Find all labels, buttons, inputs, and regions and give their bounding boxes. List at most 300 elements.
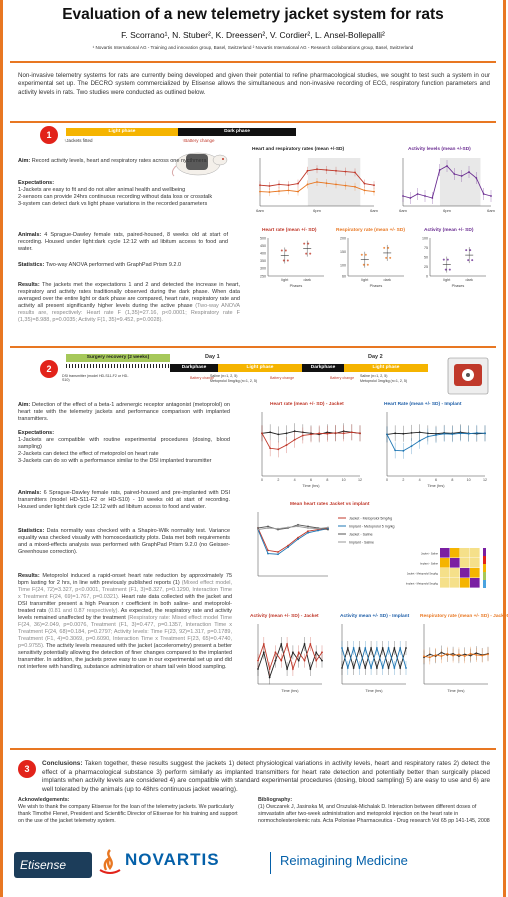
data-point xyxy=(305,253,307,255)
hr-series-point xyxy=(326,169,328,171)
heatmap-cell xyxy=(460,568,470,578)
series-1-point xyxy=(382,667,384,669)
section-1-animals: Animals: 4 Sprague-Dawley female rats, paired-housed, 8 weeks old at start of recording. Housed under light:dark cycle 12:12 with ad libitum access to food and water. xyxy=(18,232,228,252)
timeline-axis xyxy=(66,364,170,368)
day-2-label: Day 2 xyxy=(368,354,383,360)
darkphase-bar-1: Darkphase xyxy=(170,364,218,372)
activity-series-point xyxy=(468,171,470,173)
series-0-point xyxy=(257,668,259,670)
series-1-point xyxy=(317,530,319,532)
series-0-point xyxy=(394,432,396,434)
arrow-up-icon: ↑ xyxy=(182,138,185,143)
series-1-point xyxy=(321,651,323,653)
series-3-point xyxy=(267,527,269,529)
x-axis-label: Phases xyxy=(369,284,383,288)
y-tick-label: 300 xyxy=(260,266,266,271)
series-0-point xyxy=(341,667,343,669)
data-point xyxy=(465,249,467,251)
series-1-point xyxy=(280,660,282,662)
series-1 xyxy=(342,648,406,668)
section-2-results: Results: Metoprolol induced a rapid-onset heart rate reduction by approximately 75 bpm lasting for 2 hrs, in line with previously published reports (1) (Mixed effect model, Time F(24, 72)=3.327, p<0.0001, Treatment (F1, 3)=8.327, p=0.1290, Interaction Time x Treatment F(24, 69)=1.767, p=0.0321). Heart rate data collected with the jacket and DSI transmitter present a high Pearson r coefficient in both saline- and metoprolol-treated rats (0.81 and 0.87 respectively). As expected, the respiratory rate and activity levels remained unaffected by the treatment (Respiratory rate: Mixed effect model Time F(24, 36)=2.049, p=0.0076, Treatment (F1, 3)=0.477, p=0.1357, Interaction Time x Treatment F(24, 68)=0.184, p=0.2797; Activity levels: Time F(23, 92)=1.317, p=0.1789, Treatment (F1, 4)=0.3069, p=0.6090, Interaction Time x Treatment F(23, 65)=0.4740, p=0.9755). The activity levels measured with the jacket (accelerometry) present a better sensitivity potentially allowing the detection of finer changes compared to the implanted transmitter. In addition, the jackets prove easy to use in our experimental set up and did not interfere with handling, substance administration or sham tail vein blood sampling. xyxy=(18,573,233,670)
hr-series-point xyxy=(316,168,318,170)
series-1-point xyxy=(353,647,355,649)
dark-phase-bar: Dark phase xyxy=(178,128,296,136)
chart-title-activity-jacket: Activity (mean +/- SD) - Jacket xyxy=(250,614,319,619)
rr-series-point xyxy=(288,190,290,192)
logo-separator xyxy=(270,852,271,874)
series-0-point xyxy=(277,434,279,436)
x-tick-label: 12 xyxy=(358,478,362,482)
battery-change-1: Battery change xyxy=(190,376,215,380)
series-1-point xyxy=(286,643,288,645)
chart-title-hr-rr: Heart and respiratory rates (mean +/-SD) xyxy=(252,147,345,152)
series-1 xyxy=(258,644,322,669)
series-0-point xyxy=(382,647,384,649)
series-1-point xyxy=(307,532,309,534)
series-0-point xyxy=(263,651,265,653)
heatmap-cell xyxy=(440,548,450,558)
lightphase-bar-2: Light phase xyxy=(344,364,428,372)
series-1-point xyxy=(364,647,366,649)
battery-change-label: ↑Battery change xyxy=(182,138,215,143)
heatmap-cell xyxy=(470,578,480,588)
series-1-point xyxy=(302,435,304,437)
series-1-point xyxy=(310,434,312,436)
data-point xyxy=(443,259,445,261)
arrow-up-icon: ↑ xyxy=(64,138,67,143)
hr-series-point xyxy=(278,184,280,186)
divider-3 xyxy=(10,748,496,750)
series-0-point xyxy=(297,537,299,539)
hr-series-point xyxy=(297,183,299,185)
series-3-point xyxy=(297,526,299,528)
heatmap-cell xyxy=(450,568,460,578)
series-3-point xyxy=(287,526,289,528)
x-axis-label: Time (hrs) xyxy=(427,484,445,488)
novartis-tagline: Reimagining Medicine xyxy=(280,853,408,868)
activity-series-point xyxy=(475,177,477,179)
chart-title-hr-phase: Heart rate (mean +/- SD) xyxy=(262,228,317,233)
chart-hr-phase xyxy=(252,234,330,292)
series-0-point xyxy=(315,651,317,653)
data-point xyxy=(449,269,451,271)
jackets-fitted-label: ↑Jackets fitted xyxy=(64,138,93,143)
novartis-logo: NOVARTIS xyxy=(125,850,220,869)
section-2-animals: Animals: 6 Sprague-Dawley female rats, paired-housed and pre-implanted with DSI transmitters (model HD-S11-F2 or HD-S10) - 10 weeks old at start of recording. Housed under light:dark cycle 12:12 with ad libitum access to food and water. xyxy=(18,490,230,510)
color-scale xyxy=(483,556,486,564)
rr-series-point xyxy=(269,191,271,193)
heatmap-cell xyxy=(470,558,480,568)
x-tick-label: 6am xyxy=(370,208,378,213)
x-tick-label: dark xyxy=(303,278,311,282)
series-0-point xyxy=(269,431,271,433)
x-tick-label: 0 xyxy=(386,478,388,482)
series-1-point xyxy=(484,432,486,434)
chart-rr-phase xyxy=(332,234,410,292)
lightphase-bar-1: Light phase xyxy=(218,364,302,372)
data-point xyxy=(447,259,449,261)
heatmap-cell xyxy=(460,558,470,568)
rr-series-point xyxy=(307,184,309,186)
series-1-point xyxy=(452,655,454,657)
series-0-point xyxy=(359,647,361,649)
x-tick-label: 6 xyxy=(435,478,437,482)
activity-series-point xyxy=(490,195,492,197)
day-1-label: Day 1 xyxy=(205,354,220,360)
conclusions: Conclusions: Taken together, these results suggest the jackets 1) detect physiological variations in activity levels, heart and respiratory rates 2) detect the effect of a pharmacological substance 3) perform similarly as implanted transmitters for heart rate detection and potentially better than surgically placed implants when activity levels are considered 4) are compatible with standard experimental procedures (dosing, blood sampling) 5) are easy to use and 6) are well tolerated by the animals (up to 48hrs continuous jacket wearing). xyxy=(42,760,490,793)
series-1-point xyxy=(335,432,337,434)
data-point xyxy=(285,249,287,251)
data-point xyxy=(309,253,311,255)
rr-series-point xyxy=(259,191,261,193)
activity-series-point xyxy=(453,173,455,175)
heatmap-row-label: Jacket - Saline xyxy=(420,552,438,556)
chart-title-activity: Activity levels (mean +/-SD) xyxy=(408,147,471,152)
series-1-point xyxy=(393,667,395,669)
data-point xyxy=(307,243,309,245)
series-1-point xyxy=(269,447,271,449)
x-tick-label: dark xyxy=(383,278,391,282)
series-0-point xyxy=(309,668,311,670)
series-1 xyxy=(424,654,488,658)
series-1-point xyxy=(277,553,279,555)
series-1-point xyxy=(267,553,269,555)
hr-series-point xyxy=(269,185,271,187)
x-tick-label: 2 xyxy=(277,478,280,482)
light-phase-bar: Light phase xyxy=(66,128,178,136)
y-tick-label: 200 xyxy=(340,236,346,241)
series-1-point xyxy=(318,432,320,434)
activity-series-point xyxy=(402,195,404,197)
data-point xyxy=(471,259,473,261)
divider-top xyxy=(10,61,496,63)
heatmap-cell xyxy=(450,548,460,558)
x-tick-label: light xyxy=(443,278,451,282)
hr-series-point xyxy=(354,172,356,174)
series-0-point xyxy=(280,643,282,645)
series-1-point xyxy=(468,433,470,435)
introduction: Non-invasive telemetry systems for rats are currently being developed and given their potential to refine pharmacological studies, we sought to test such a system in our experimental set up. The DECRO system commercialized by Etisense allows the simultaneous and non-invasive recording of ECG, respiratory function parameters and activity levels in rats. Two studies were conducted as outlined below. xyxy=(18,72,490,96)
rr-series-point xyxy=(326,182,328,184)
section-1-statistics: Statistics: Two-way ANOVA performed with GraphPad Prism 9.2.0 xyxy=(18,262,182,268)
y-tick-label: 250 xyxy=(260,274,266,279)
section-2-aim: Aim: Detection of the effect of a beta-1 adrenergic receptor antagonist (metoprolol) on heart rate with the telemetry jackets and performance comparison with implanted transmitters. xyxy=(18,402,230,422)
chart-title-hr-implant: Heart Rate (mean +/- SD) - Implant xyxy=(384,402,462,407)
darkphase-bar-2: Darkphase xyxy=(302,364,344,372)
series-1-point xyxy=(435,434,437,436)
series-0-point xyxy=(405,647,407,649)
series-1-point xyxy=(343,432,345,434)
data-point xyxy=(385,257,387,259)
rr-series-point xyxy=(335,184,337,186)
y-tick-label: 50 xyxy=(424,255,428,260)
data-point xyxy=(361,254,363,256)
saline-label-2: Saline (n=1, 2, 5) xyxy=(360,374,388,378)
heatmap-cell xyxy=(460,548,470,558)
data-point xyxy=(281,249,283,251)
heatmap-cell xyxy=(440,558,450,568)
series-0-point xyxy=(347,647,349,649)
chart-title-jacket-vs-implant: Mean heart rates Jacket vs implant xyxy=(290,502,370,507)
series-2-point xyxy=(257,527,259,529)
section-1-results: Results: The jackets met the expectations 1 and 2 and detected the increase in heart, respiratory and activity rates traditionally observed during the dark phase. When data averaged over the entire light or dark phase are compared, heart rate, respiratory rate and activity all present significantly higher levels during the active phase (Two-way ANOVA results are, respectively: Heart rate F (1,35)=27.16, p<0.0001; Respiratory rate F (1,35)=8.988, p=0.0035; Activity F(1, 35)=9.452, p=0.0028). xyxy=(18,282,240,323)
y-tick-label: 450 xyxy=(260,243,266,248)
rr-series-point xyxy=(345,185,347,187)
y-tick-label: 60 xyxy=(342,274,346,279)
x-tick-label: 6am xyxy=(487,208,495,213)
x-axis-label: Time (hrs) xyxy=(281,689,299,693)
series-1-point xyxy=(359,432,361,434)
hr-series-point xyxy=(335,170,337,172)
series-1-point xyxy=(351,431,353,433)
series-1-point xyxy=(257,660,259,662)
data-point xyxy=(283,259,285,261)
x-tick-label: 6am xyxy=(256,208,264,213)
chart-rr-jacket xyxy=(414,620,494,698)
x-tick-label: dark xyxy=(465,278,473,282)
series-1-point xyxy=(476,432,478,434)
activity-series-point xyxy=(424,195,426,197)
series-1-point xyxy=(388,647,390,649)
activity-series-point xyxy=(409,197,411,199)
battery-change-3: Battery change xyxy=(330,376,355,380)
rr-series-point xyxy=(354,186,356,188)
series-1-point xyxy=(443,433,445,435)
rr-series-point xyxy=(278,190,280,192)
heatmap-cell xyxy=(470,568,480,578)
series-3-point xyxy=(327,526,329,528)
data-point xyxy=(363,264,365,266)
activity-series-point xyxy=(417,193,419,195)
rr-series-point xyxy=(316,181,318,183)
poster-title: Evaluation of a new telemetry jacket system for rats xyxy=(62,6,444,23)
chart-activity-implant xyxy=(332,620,412,698)
series-2-point xyxy=(297,524,299,526)
color-scale xyxy=(483,580,486,588)
x-tick-label: 12 xyxy=(483,478,487,482)
series-1-point xyxy=(359,667,361,669)
series-1-point xyxy=(487,653,489,655)
y-tick-label: 350 xyxy=(260,259,266,264)
chart-title-activity-phase: Activity (mean +/- SD) xyxy=(424,228,474,233)
x-tick-label: 4 xyxy=(418,478,421,482)
x-tick-label: 6pm xyxy=(443,208,451,213)
chart-heart-respiratory xyxy=(250,154,382,216)
series-1-point xyxy=(475,654,477,656)
series-0-point xyxy=(353,667,355,669)
x-axis-label: Phases xyxy=(451,284,465,288)
series-0-point xyxy=(298,660,300,662)
dsi-transmitter-label: DSI transmitter (model HD-S11-F2 or HD-S10) xyxy=(62,374,129,382)
dark-phase-shading xyxy=(440,158,480,206)
series-1-point xyxy=(341,647,343,649)
series-3-point xyxy=(277,528,279,530)
series-3-point xyxy=(317,528,319,530)
series-0-point xyxy=(376,667,378,669)
series-1-point xyxy=(427,436,429,438)
series-1-point xyxy=(297,538,299,540)
x-tick-label: light xyxy=(281,278,289,282)
legend-entry: Implant - Metoprolol 5 mg/kg xyxy=(349,524,395,529)
rat-cage-image xyxy=(440,356,496,396)
x-tick-label: 10 xyxy=(466,478,471,482)
series-1-point xyxy=(423,655,425,657)
heatmap-cell xyxy=(440,568,450,578)
x-tick-label: 0 xyxy=(261,478,263,482)
data-point xyxy=(303,243,305,245)
x-axis-label: Time (hrs) xyxy=(365,689,383,693)
hr-series-point xyxy=(345,171,347,173)
y-tick-label: 100 xyxy=(422,236,428,241)
x-tick-label: 6 xyxy=(310,478,312,482)
novartis-flame-icon xyxy=(98,848,122,874)
series-0-point xyxy=(399,667,401,669)
data-point xyxy=(469,249,471,251)
heatmap-cell xyxy=(470,548,480,558)
heatmap-cell xyxy=(450,578,460,588)
series-1-point xyxy=(292,668,294,670)
bibliography: Bibliography: (1) Owczarek J, Jasinska M, and Orszulak-Michalak D. Interaction between different doses of simvastatin after two-week administration and metoprolol injection on the heart rate in normocholesterolemic rats. Acta Poloniae Pharmaceutica - Drug research Vol 65 pp 141-145, 2008 xyxy=(258,797,490,824)
hr-series-point xyxy=(259,184,261,186)
authors: F. Scorrano¹, N. Stuber², K. Dreessen², V. Cordier², L. Ansel-Bollepalli² xyxy=(121,30,385,40)
y-tick-label: 0 xyxy=(426,274,428,279)
series-1-point xyxy=(347,667,349,669)
series-0-point xyxy=(275,660,277,662)
x-tick-label: 10 xyxy=(341,478,346,482)
series-1-point xyxy=(451,433,453,435)
metoprolol-label-2: Metoprolol 3mg/kg (n=1, 2, 5) xyxy=(360,379,408,383)
series-1-point xyxy=(446,653,448,655)
y-tick-label: 100 xyxy=(340,263,346,268)
x-axis-label: Phases xyxy=(289,284,303,288)
series-1-point xyxy=(298,651,300,653)
series-0-point xyxy=(307,530,309,532)
series-1-point xyxy=(399,647,401,649)
series-1-point xyxy=(386,434,388,436)
chart-activity-phase xyxy=(414,234,492,292)
x-tick-label: 4 xyxy=(293,478,296,482)
y-tick-label: 150 xyxy=(340,249,346,254)
heatmap-row-label: Jacket - Metoprolol 5mg/kg xyxy=(406,572,438,576)
chart-title-rr-phase: Respiratory rate (mean +/- SD) xyxy=(336,228,405,233)
series-2-point xyxy=(267,526,269,528)
legend-entry: Jacket - Metoprolol 5mg/kg xyxy=(349,516,393,521)
section-2-statistics: Statistics: Data normality was checked with a Shapiro-Wilk normality test. Variance equality was checked visually with homoscedasticity plots. Data met both requirements and a mixed-effects analysis was performed with GraphPad Prism 9.2.0 (no Geisser-Greenhouse correction). xyxy=(18,528,231,555)
chart-jacket-vs-implant xyxy=(250,508,410,592)
chart-hr-jacket xyxy=(250,408,366,490)
data-point xyxy=(383,247,385,249)
data-point xyxy=(389,257,391,259)
chart-correlation-heatmap xyxy=(405,546,494,600)
color-scale xyxy=(483,564,486,572)
section-2-number: 2 xyxy=(40,360,58,378)
heatmap-cell xyxy=(440,578,450,588)
legend-entry: Implant - Saline xyxy=(349,540,374,545)
series-1-point xyxy=(275,651,277,653)
chart-activity-levels xyxy=(395,154,495,216)
chart-title-rr-jacket: Respiratory rate (mean +/- SD) - Jacket xyxy=(420,614,508,619)
color-scale xyxy=(483,572,486,580)
series-1-point xyxy=(294,439,296,441)
series-0 xyxy=(258,528,328,552)
section-1-expectations: Expectations: 1-Jackets are easy to fit and do not alter animal health and wellbeing 2-sensors can provide 24hrs continuous recording without data loss or crosstalk 3-system can detect dark vs light phase variations in the recorded parameters xyxy=(18,180,213,207)
battery-change-2: Battery change xyxy=(270,376,295,380)
series-0-point xyxy=(277,551,279,553)
section-3-number: 3 xyxy=(18,760,36,778)
series-0-point xyxy=(370,647,372,649)
x-axis-label: Time (hrs) xyxy=(447,689,465,693)
color-scale xyxy=(483,548,486,556)
data-point xyxy=(467,259,469,261)
hr-series-point xyxy=(288,184,290,186)
series-0-point xyxy=(304,643,306,645)
acknowledgements: Acknowledgements: We wish to thank the company Etisense for the loan of the telemetry jackets. We particularly thank Timothé Flenet, President and Scientific Director of Etisense for his training and support on the use of the jacket telemetry system. xyxy=(18,797,238,824)
divider-2 xyxy=(10,346,496,348)
x-tick-label: 6am xyxy=(399,208,407,213)
activity-series-point xyxy=(461,175,463,177)
activity-series-point xyxy=(483,193,485,195)
activity-series-point xyxy=(431,197,433,199)
y-tick-label: 75 xyxy=(424,245,428,250)
chart-hr-implant xyxy=(375,408,491,490)
data-point xyxy=(387,247,389,249)
series-1-point xyxy=(441,655,443,657)
series-0-point xyxy=(286,432,288,434)
chart-activity-jacket xyxy=(248,620,328,698)
series-0-point xyxy=(411,432,413,434)
series-1-point xyxy=(429,656,431,658)
series-0-point xyxy=(364,667,366,669)
series-0-point xyxy=(402,433,404,435)
series-1-point xyxy=(458,653,460,655)
series-0-point xyxy=(286,668,288,670)
x-tick-label: 2 xyxy=(402,478,405,482)
hr-series-point xyxy=(364,183,366,185)
series-3-point xyxy=(257,529,259,531)
series-1-point xyxy=(405,667,407,669)
series-1-point xyxy=(411,445,413,447)
series-1-point xyxy=(402,450,404,452)
series-0-point xyxy=(321,660,323,662)
x-tick-label: 8 xyxy=(326,478,329,482)
x-tick-label: light xyxy=(361,278,369,282)
activity-series-point xyxy=(446,165,448,167)
series-1-point xyxy=(326,433,328,435)
heatmap-cell xyxy=(450,558,460,568)
hr-series-point xyxy=(307,170,309,172)
series-1-point xyxy=(309,643,311,645)
etisense-logo: Etisense xyxy=(14,852,92,878)
series-1-point xyxy=(470,653,472,655)
data-point xyxy=(445,269,447,271)
series-0-point xyxy=(393,647,395,649)
affiliations: ¹ Novartis International AG - Training and innovation group, Basel, Switzerland ² Novartis International AG - Research collaborations group, Basel, Switzerland xyxy=(92,45,414,50)
series-1-point xyxy=(263,643,265,645)
series-1-point xyxy=(376,647,378,649)
section-1-number: 1 xyxy=(40,126,58,144)
series-1-point xyxy=(269,668,271,670)
series-1-point xyxy=(287,546,289,548)
series-2-point xyxy=(307,526,309,528)
saline-label: Saline (n=1, 2, 5) xyxy=(210,374,238,378)
series-2-point xyxy=(327,529,329,531)
activity-series-point xyxy=(439,169,441,171)
data-point xyxy=(365,254,367,256)
y-tick-label: 500 xyxy=(260,236,266,241)
x-tick-label: 8 xyxy=(451,478,454,482)
surgery-recovery-bar: Surgery recovery (2 weeks) xyxy=(66,354,170,362)
series-0-point xyxy=(269,676,271,678)
